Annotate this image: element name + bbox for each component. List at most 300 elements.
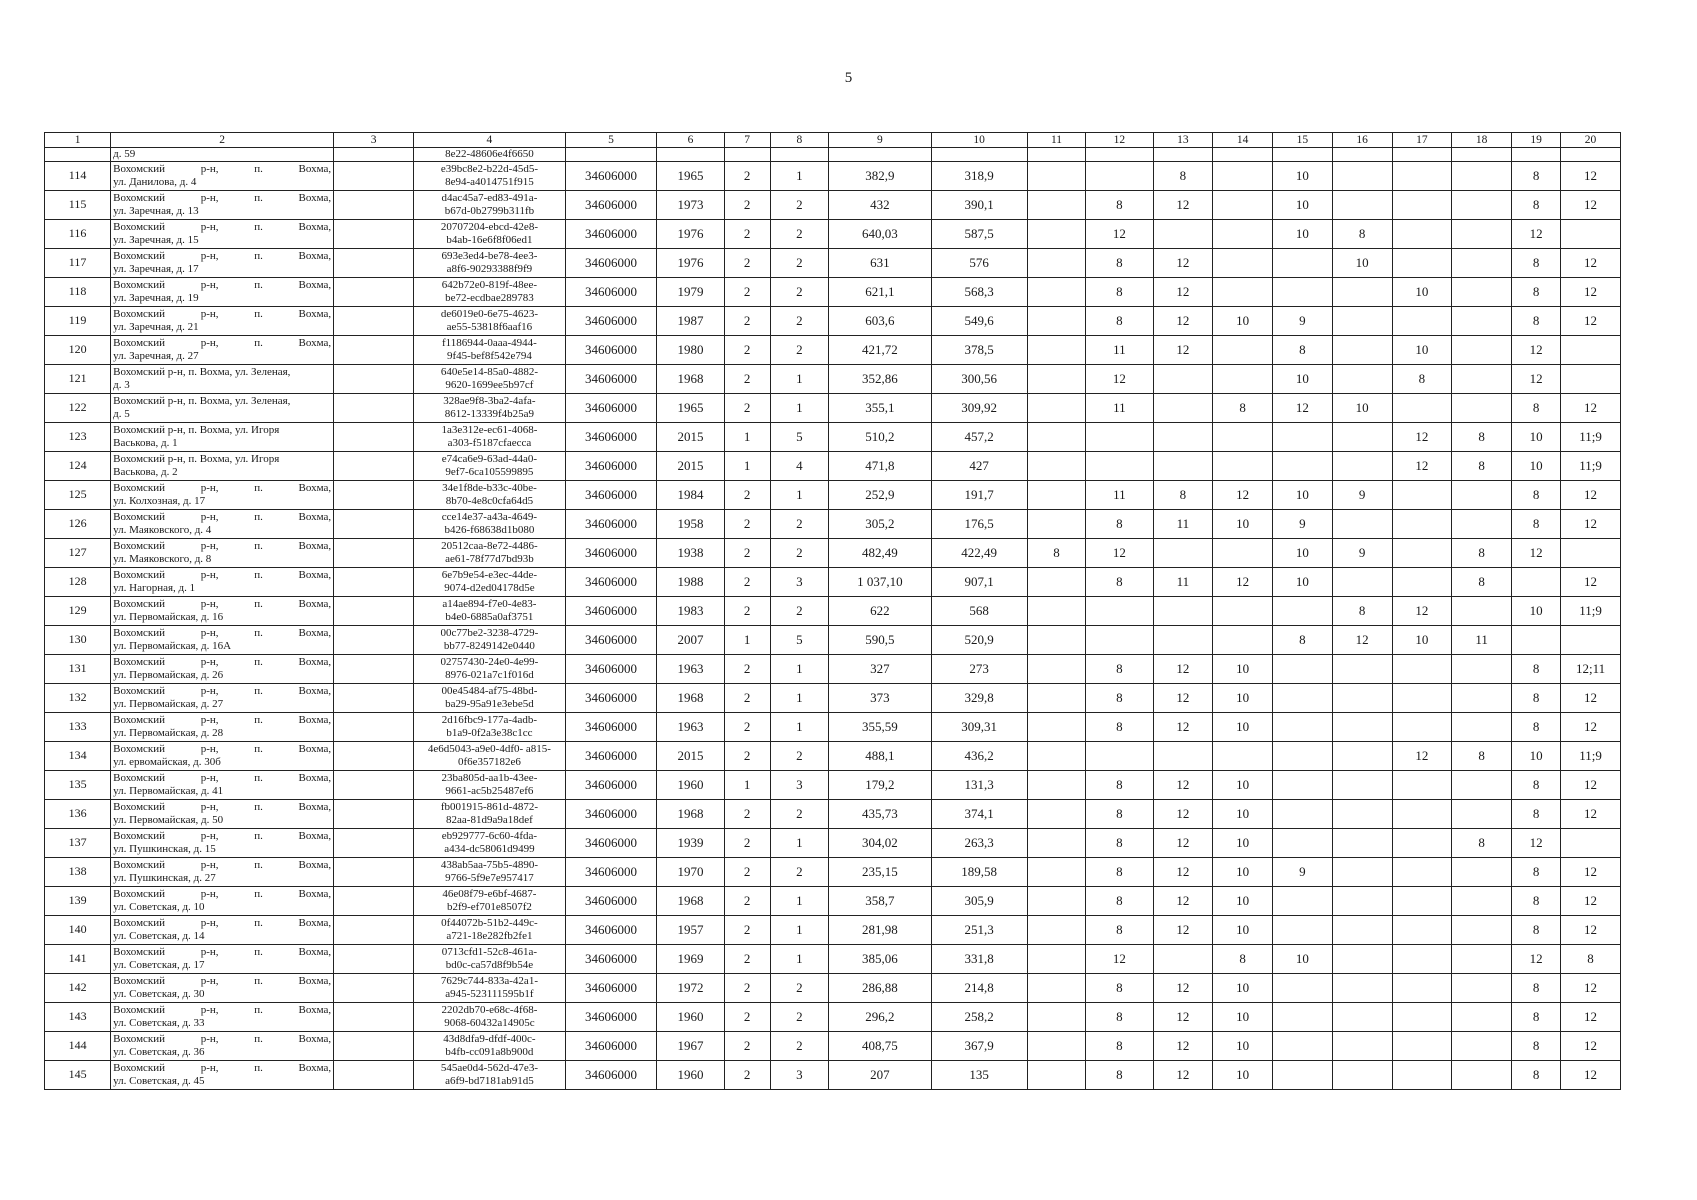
address-cell	[111, 510, 334, 539]
column-17-cell	[1392, 829, 1452, 858]
row-number-cell: 122	[45, 394, 111, 423]
uuid-line-1: 43d8dfa9-dfdf-400c-	[443, 1033, 536, 1045]
row-number-cell: 128	[45, 568, 111, 597]
column-12-cell: 12	[1086, 220, 1153, 249]
uuid-cell	[414, 452, 566, 481]
column-header-18: 18	[1452, 133, 1512, 148]
address-line-2: ул. Маяковского, д. 8	[113, 553, 212, 565]
column-20-cell: 11;9	[1561, 742, 1621, 771]
address-line-1	[113, 569, 331, 582]
address-cell	[111, 191, 334, 220]
column-13-cell: 12	[1153, 684, 1213, 713]
row-number-cell: 142	[45, 974, 111, 1003]
column-10-cell: 189,58	[931, 858, 1027, 887]
column-17-cell	[1392, 713, 1452, 742]
cell	[334, 148, 414, 162]
address-word: п.	[254, 946, 263, 958]
year-cell: 2015	[657, 423, 724, 452]
column-18-cell	[1452, 974, 1512, 1003]
column-11-cell	[1027, 771, 1086, 800]
column-11-cell	[1027, 307, 1086, 336]
column-9-cell: 622	[829, 597, 931, 626]
address-line-2: ул. Пушкинская, д. 15	[113, 843, 216, 855]
column-15-cell: 10	[1273, 539, 1333, 568]
column-7-cell: 2	[724, 539, 770, 568]
uuid-line-2: 82aa-81d9a9a18def	[446, 814, 533, 826]
column-17-cell: 10	[1392, 336, 1452, 365]
column-17-cell	[1392, 1003, 1452, 1032]
address-word: Вохомский	[113, 482, 166, 494]
column-12-cell: 8	[1086, 278, 1153, 307]
uuid-line-2: b4ab-16e6f8f06ed1	[446, 234, 533, 246]
column-3-cell	[334, 1061, 414, 1090]
column-11-cell	[1027, 626, 1086, 655]
column-9-cell: 355,1	[829, 394, 931, 423]
cell	[1153, 148, 1213, 162]
okato-cell: 34606000	[565, 510, 657, 539]
column-12-cell: 8	[1086, 655, 1153, 684]
okato-cell: 34606000	[565, 220, 657, 249]
address-word: р-н,	[200, 569, 219, 581]
okato-cell: 34606000	[565, 481, 657, 510]
column-18-cell: 8	[1452, 829, 1512, 858]
okato-cell: 34606000	[565, 336, 657, 365]
address-word: Вохомский р-н, п. Вохма, ул. Игоря	[113, 424, 280, 436]
address-line-2: Васькова, д. 1	[113, 437, 178, 449]
column-7-cell: 2	[724, 887, 770, 916]
address-word: р-н,	[200, 859, 219, 871]
address-cell	[111, 945, 334, 974]
column-17-cell	[1392, 974, 1452, 1003]
column-header-20: 20	[1561, 133, 1621, 148]
year-cell: 1965	[657, 162, 724, 191]
address-word: р-н,	[200, 598, 219, 610]
column-11-cell	[1027, 220, 1086, 249]
column-12-cell: 8	[1086, 307, 1153, 336]
column-9-cell: 252,9	[829, 481, 931, 510]
address-word: р-н,	[200, 511, 219, 523]
column-20-cell: 12	[1561, 278, 1621, 307]
column-13-cell	[1153, 423, 1213, 452]
column-17-cell	[1392, 568, 1452, 597]
okato-cell: 34606000	[565, 742, 657, 771]
address-word: п.	[254, 279, 263, 291]
column-8-cell: 2	[770, 597, 829, 626]
column-18-cell	[1452, 249, 1512, 278]
column-16-cell	[1332, 1032, 1392, 1061]
address-word: р-н,	[200, 714, 219, 726]
row-number-cell: 136	[45, 800, 111, 829]
address-word: Вохомский	[113, 540, 166, 552]
uuid-line-1: fb001915-861d-4872-	[440, 801, 538, 813]
okato-cell: 34606000	[565, 829, 657, 858]
column-14-cell: 8	[1213, 394, 1273, 423]
okato-cell: 34606000	[565, 278, 657, 307]
column-12-cell	[1086, 742, 1153, 771]
year-cell: 1969	[657, 945, 724, 974]
address-line-2: ул. Заречная, д. 17	[113, 263, 199, 275]
uuid-line-1: 6e7b9e54-e3ec-44de-	[441, 569, 538, 581]
column-header-11: 11	[1027, 133, 1086, 148]
uuid-cell	[414, 220, 566, 249]
uuid-line-1: 640e5e14-85a0-4882-	[440, 366, 538, 378]
column-9-cell: 408,75	[829, 1032, 931, 1061]
uuid-line-2: a303-f5187cfaecca	[447, 437, 532, 449]
column-19-cell: 12	[1512, 220, 1561, 249]
address-word: Вохомский	[113, 569, 166, 581]
address-line-2: ул. Заречная, д. 15	[113, 234, 199, 246]
uuid-cell	[414, 742, 566, 771]
column-19-cell: 8	[1512, 1032, 1561, 1061]
address-line-1	[113, 1062, 331, 1075]
uuid-line-1: 4e6d5043-a9e0-4df0- a815-	[427, 743, 551, 755]
column-11-cell	[1027, 336, 1086, 365]
column-11-cell	[1027, 655, 1086, 684]
column-8-cell: 1	[770, 916, 829, 945]
address-word: Вохомский	[113, 1004, 166, 1016]
address-cell	[111, 713, 334, 742]
column-15-cell: 10	[1273, 568, 1333, 597]
column-8-cell: 2	[770, 1032, 829, 1061]
column-13-cell: 8	[1153, 162, 1213, 191]
column-16-cell	[1332, 655, 1392, 684]
okato-cell: 34606000	[565, 191, 657, 220]
table-row	[45, 655, 1621, 684]
column-9-cell: 304,02	[829, 829, 931, 858]
address-cell	[111, 162, 334, 191]
column-19-cell: 10	[1512, 423, 1561, 452]
address-cell	[111, 249, 334, 278]
column-10-cell: 135	[931, 1061, 1027, 1090]
column-header-2: 2	[111, 133, 334, 148]
address-word: п.	[254, 714, 263, 726]
address-word: р-н,	[200, 1062, 219, 1074]
address-word: р-н,	[200, 308, 219, 320]
column-20-cell: 12	[1561, 249, 1621, 278]
column-13-cell: 12	[1153, 1032, 1213, 1061]
address-word: Вохомский	[113, 192, 166, 204]
table-row	[45, 713, 1621, 742]
year-cell: 1988	[657, 568, 724, 597]
column-9-cell: 296,2	[829, 1003, 931, 1032]
uuid-line-1: 34e1f8de-b33c-40be-	[442, 482, 537, 494]
year-cell: 1976	[657, 249, 724, 278]
address-word: п.	[254, 772, 263, 784]
address-word: Вохма,	[298, 627, 332, 639]
address-line-1	[113, 221, 331, 234]
column-9-cell: 640,03	[829, 220, 931, 249]
uuid-cell	[414, 510, 566, 539]
address-word: Вохомский	[113, 598, 166, 610]
column-10-cell: 214,8	[931, 974, 1027, 1003]
uuid-cell	[414, 162, 566, 191]
column-3-cell	[334, 568, 414, 597]
column-18-cell	[1452, 887, 1512, 916]
column-18-cell	[1452, 916, 1512, 945]
address-line-1	[113, 395, 331, 408]
uuid-line-2: be72-ecdbae289783	[445, 292, 534, 304]
column-15-cell	[1273, 713, 1333, 742]
column-3-cell	[334, 1003, 414, 1032]
address-word: Вохма,	[298, 685, 332, 697]
column-header-13: 13	[1153, 133, 1213, 148]
column-19-cell: 8	[1512, 278, 1561, 307]
column-18-cell: 8	[1452, 742, 1512, 771]
row-number-cell: 126	[45, 510, 111, 539]
address-line-1	[113, 308, 331, 321]
column-12-cell: 8	[1086, 858, 1153, 887]
address-word: Вохма,	[298, 308, 332, 320]
column-7-cell: 2	[724, 1032, 770, 1061]
address-line-1	[113, 366, 331, 379]
column-17-cell: 12	[1392, 742, 1452, 771]
column-19-cell: 8	[1512, 481, 1561, 510]
cell	[1561, 148, 1621, 162]
column-19-cell: 8	[1512, 249, 1561, 278]
column-16-cell: 10	[1332, 394, 1392, 423]
address-word: Вохма,	[298, 569, 332, 581]
uuid-line-2: b426-f68638d1b080	[444, 524, 535, 536]
table-row	[45, 510, 1621, 539]
column-11-cell: 8	[1027, 539, 1086, 568]
address-word: Вохма,	[298, 163, 332, 175]
column-7-cell: 2	[724, 829, 770, 858]
address-cell	[111, 829, 334, 858]
uuid-cell	[414, 539, 566, 568]
column-7-cell: 2	[724, 278, 770, 307]
column-19-cell: 10	[1512, 742, 1561, 771]
column-11-cell	[1027, 1061, 1086, 1090]
column-15-cell: 10	[1273, 365, 1333, 394]
okato-cell: 34606000	[565, 365, 657, 394]
row-number-cell: 140	[45, 916, 111, 945]
address-word: п.	[254, 337, 263, 349]
column-14-cell: 10	[1213, 771, 1273, 800]
address-cell	[111, 365, 334, 394]
column-18-cell: 11	[1452, 626, 1512, 655]
address-word: Вохма,	[298, 482, 332, 494]
uuid-cell	[414, 249, 566, 278]
column-9-cell: 482,49	[829, 539, 931, 568]
column-20-cell: 8	[1561, 945, 1621, 974]
column-10-cell: 251,3	[931, 916, 1027, 945]
column-10-cell: 422,49	[931, 539, 1027, 568]
column-15-cell	[1273, 742, 1333, 771]
column-19-cell: 12	[1512, 829, 1561, 858]
cell	[724, 148, 770, 162]
column-9-cell: 352,86	[829, 365, 931, 394]
address-word: р-н,	[200, 917, 219, 929]
column-9-cell: 305,2	[829, 510, 931, 539]
column-20-cell: 12	[1561, 858, 1621, 887]
column-19-cell: 8	[1512, 684, 1561, 713]
column-20-cell	[1561, 829, 1621, 858]
column-7-cell: 2	[724, 858, 770, 887]
column-16-cell	[1332, 1003, 1392, 1032]
housing-register-table	[44, 132, 1621, 1090]
column-7-cell: 2	[724, 800, 770, 829]
uuid-cell	[414, 1003, 566, 1032]
column-10-cell: 300,56	[931, 365, 1027, 394]
column-3-cell	[334, 162, 414, 191]
okato-cell: 34606000	[565, 394, 657, 423]
address-line-2: ул. Заречная, д. 27	[113, 350, 199, 362]
column-14-cell	[1213, 597, 1273, 626]
year-cell: 1987	[657, 307, 724, 336]
uuid-line-1: 02757430-24e0-4e99-	[440, 656, 539, 668]
uuid-line-1: f1186944-0aaa-4944-	[441, 337, 537, 349]
uuid-cell	[414, 771, 566, 800]
column-header-3: 3	[334, 133, 414, 148]
uuid-line-1: a14ae894-f7e0-4e83-	[442, 598, 537, 610]
table-row	[45, 916, 1621, 945]
uuid-line-2: bb77-8249142e0440	[443, 640, 535, 652]
cell	[1213, 148, 1273, 162]
row-number-cell: 121	[45, 365, 111, 394]
address-line-1	[113, 337, 331, 350]
column-20-cell: 12	[1561, 800, 1621, 829]
address-line-2: ул. Советская, д. 36	[113, 1046, 205, 1058]
column-11-cell	[1027, 1003, 1086, 1032]
column-19-cell: 8	[1512, 858, 1561, 887]
uuid-line-1: 00e45484-af75-48bd-	[441, 685, 538, 697]
row-number-cell: 135	[45, 771, 111, 800]
uuid-cell	[414, 916, 566, 945]
column-3-cell	[334, 423, 414, 452]
continuation-row	[45, 148, 1621, 162]
column-17-cell	[1392, 887, 1452, 916]
column-18-cell	[1452, 1061, 1512, 1090]
address-line-1	[113, 888, 331, 901]
column-3-cell	[334, 365, 414, 394]
table-row	[45, 423, 1621, 452]
column-8-cell: 2	[770, 191, 829, 220]
column-header-8: 8	[770, 133, 829, 148]
column-11-cell	[1027, 597, 1086, 626]
year-cell: 1958	[657, 510, 724, 539]
address-cell	[111, 858, 334, 887]
column-17-cell	[1392, 858, 1452, 887]
column-10-cell: 309,31	[931, 713, 1027, 742]
column-15-cell	[1273, 278, 1333, 307]
address-line-2: ул. Первомайская, д. 28	[113, 727, 224, 739]
column-14-cell	[1213, 191, 1273, 220]
address-cell	[111, 626, 334, 655]
column-11-cell	[1027, 800, 1086, 829]
address-line-2: ул. Маяковского, д. 4	[113, 524, 212, 536]
address-word: Вохомский	[113, 250, 166, 262]
address-cell	[111, 655, 334, 684]
column-10-cell: 263,3	[931, 829, 1027, 858]
column-7-cell: 2	[724, 684, 770, 713]
column-14-cell: 10	[1213, 974, 1273, 1003]
column-8-cell: 3	[770, 771, 829, 800]
column-11-cell	[1027, 887, 1086, 916]
column-18-cell	[1452, 278, 1512, 307]
uuid-cell	[414, 568, 566, 597]
address-word: Вохомский р-н, п. Вохма, ул. Зеленая,	[113, 395, 291, 407]
address-word: п.	[254, 192, 263, 204]
column-12-cell	[1086, 597, 1153, 626]
column-9-cell: 421,72	[829, 336, 931, 365]
column-15-cell	[1273, 1003, 1333, 1032]
column-8-cell: 2	[770, 249, 829, 278]
column-18-cell	[1452, 771, 1512, 800]
column-15-cell: 12	[1273, 394, 1333, 423]
address-cell	[111, 336, 334, 365]
column-20-cell	[1561, 220, 1621, 249]
column-20-cell: 12	[1561, 191, 1621, 220]
address-word: р-н,	[200, 975, 219, 987]
uuid-line-2: a434-dc58061d9499	[444, 843, 535, 855]
column-20-cell: 12	[1561, 1003, 1621, 1032]
address-line-2: ул. Первомайская, д. 50	[113, 814, 224, 826]
okato-cell: 34606000	[565, 597, 657, 626]
address-word: п.	[254, 627, 263, 639]
column-20-cell: 12	[1561, 510, 1621, 539]
address-word: п.	[254, 1062, 263, 1074]
column-9-cell: 1 037,10	[829, 568, 931, 597]
cell	[657, 148, 724, 162]
uuid-cell	[414, 307, 566, 336]
uuid-cell	[414, 800, 566, 829]
year-cell: 1973	[657, 191, 724, 220]
uuid-line-2: a8f6-90293388f9f9	[446, 263, 533, 275]
column-16-cell	[1332, 742, 1392, 771]
row-number-cell: 132	[45, 684, 111, 713]
uuid-cell	[414, 365, 566, 394]
column-10-cell: 258,2	[931, 1003, 1027, 1032]
address-line-2: ул. Советская, д. 45	[113, 1075, 205, 1087]
uuid-cell	[414, 713, 566, 742]
column-19-cell: 12	[1512, 336, 1561, 365]
column-19-cell: 10	[1512, 452, 1561, 481]
column-11-cell	[1027, 394, 1086, 423]
column-18-cell: 8	[1452, 423, 1512, 452]
address-word: Вохомский	[113, 1062, 166, 1074]
address-word: Вохма,	[298, 859, 332, 871]
column-3-cell	[334, 1032, 414, 1061]
okato-cell: 34606000	[565, 800, 657, 829]
address-word: р-н,	[200, 772, 219, 784]
column-10-cell: 457,2	[931, 423, 1027, 452]
column-9-cell: 432	[829, 191, 931, 220]
column-14-cell: 10	[1213, 713, 1273, 742]
address-cell	[111, 481, 334, 510]
column-10-cell: 587,5	[931, 220, 1027, 249]
year-cell: 1939	[657, 829, 724, 858]
column-8-cell: 1	[770, 365, 829, 394]
column-13-cell: 12	[1153, 655, 1213, 684]
uuid-cell	[414, 858, 566, 887]
column-8-cell: 2	[770, 510, 829, 539]
address-word: Вохомский	[113, 975, 166, 987]
column-3-cell	[334, 336, 414, 365]
column-7-cell: 1	[724, 771, 770, 800]
column-8-cell: 2	[770, 800, 829, 829]
column-14-cell	[1213, 278, 1273, 307]
column-20-cell: 12	[1561, 1061, 1621, 1090]
column-15-cell: 10	[1273, 191, 1333, 220]
column-16-cell: 8	[1332, 597, 1392, 626]
table-row	[45, 1061, 1621, 1090]
column-13-cell: 8	[1153, 481, 1213, 510]
column-17-cell: 12	[1392, 452, 1452, 481]
column-16-cell	[1332, 307, 1392, 336]
column-12-cell: 8	[1086, 249, 1153, 278]
column-7-cell: 1	[724, 423, 770, 452]
address-word: п.	[254, 743, 263, 755]
